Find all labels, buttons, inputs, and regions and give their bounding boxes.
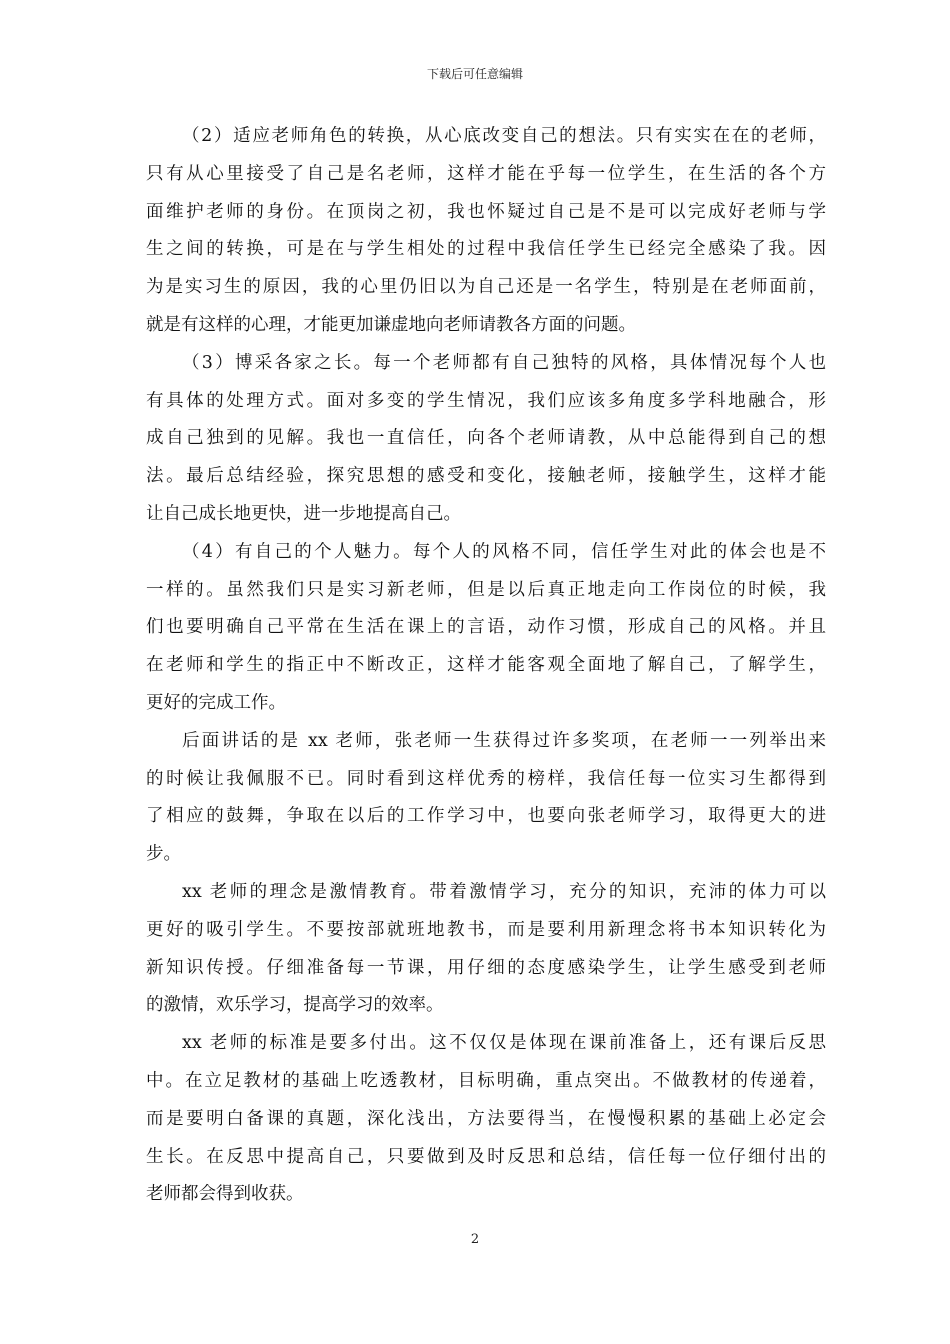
text-line: 后面讲话的是 xx 老师，张老师一生获得过许多奖项，在老师一一列举出来 <box>182 730 826 751</box>
text-line: 为是实习生的原因，我的心里仍旧以为自己还是一名学生，特别是在老师面前， <box>146 277 826 298</box>
text-line: 更好的吸引学生。不要按部就班地教书，而是要利用新理念将书本知识转化为 <box>146 919 826 940</box>
text-line: 们也要明确自己平常在生活在课上的言语，动作习惯，形成自己的风格。并且 <box>146 617 826 638</box>
text-line: 面维护老师的身份。在顶岗之初，我也怀疑过自己是不是可以完成好老师与学 <box>146 201 826 222</box>
text-line: 只有从心里接受了自己是名老师，这样才能在乎每一位学生，在生活的各个方 <box>146 163 826 184</box>
text-line: 步。 <box>146 844 181 865</box>
text-line: 生之间的转换，可是在与学生相处的过程中我信任学生已经完全感染了我。因 <box>146 239 826 260</box>
text-line: （3）博采各家之长。每一个老师都有自己独特的风格，具体情况每个人也 <box>182 352 826 373</box>
text-line: （2）适应老师角色的转换，从心底改变自己的想法。只有实实在在的老师， <box>182 126 826 146</box>
page-header: 下载后可任意编辑 <box>426 67 523 81</box>
paragraph-learn-from-others <box>146 345 826 534</box>
text-line: 中。在立足教材的基础上吃透教材，目标明确，重点突出。不做教材的传递着， <box>146 1070 826 1091</box>
text-line: 而是要明白备课的真题，深化浅出，方法要得当，在慢慢积累的基础上必定会 <box>146 1108 826 1129</box>
text-line: xx 老师的标准是要多付出。这不仅仅是体现在课前准备上，还有课后反思 <box>182 1033 826 1054</box>
text-line: 法。最后总结经验，探究思想的感受和变化，接触老师，接触学生，这样才能 <box>146 466 826 487</box>
text-line: 在老师和学生的指正中不断改正，这样才能客观全面地了解自己，了解学生， <box>146 655 826 676</box>
paragraph-passion-education <box>146 874 826 1025</box>
text-line: 让自己成长地更快，进一步地提高自己。 <box>146 503 461 524</box>
text-line: xx 老师的理念是激情教育。带着激情学习，充分的知识，充沛的体力可以 <box>182 881 826 902</box>
text-line: 更好的完成工作。 <box>146 692 286 713</box>
paragraph-more-effort <box>146 1025 826 1214</box>
paragraph-personal-charm <box>146 534 826 723</box>
text-line: 一样的。虽然我们只是实习新老师，但是以后真正地走向工作岗位的时候，我 <box>146 579 826 600</box>
page-number: 2 <box>470 1232 480 1247</box>
text-line: 的激情，欢乐学习，提高学习的效率。 <box>146 995 444 1016</box>
text-line: 成自己独到的见解。我也一直信任，向各个老师请教，从中总能得到自己的想 <box>146 428 826 449</box>
paragraph-award-teacher <box>146 723 826 874</box>
text-line: （4）有自己的个人魅力。每个人的风格不同，信任学生对此的体会也是不 <box>182 541 826 562</box>
document-body <box>146 118 826 1214</box>
text-line: 的时候让我佩服不已。同时看到这样优秀的榜样，我信任每一位实习生都得到 <box>146 768 826 789</box>
text-line: 有具体的处理方式。面对多变的学生情况，我们应该多角度多学科地融合，形 <box>146 390 826 411</box>
paragraph-role-transition <box>146 118 826 345</box>
text-line: 老师都会得到收获。 <box>146 1184 304 1205</box>
text-line: 新知识传授。仔细准备每一节课，用仔细的态度感染学生，让学生感受到老师 <box>146 957 826 978</box>
text-line: 生长。在反思中提高自己，只要做到及时反思和总结，信任每一位仔细付出的 <box>146 1146 826 1167</box>
text-line: 就是有这样的心理，才能更加谦虚地向老师请教各方面的问题。 <box>146 314 636 335</box>
text-line: 了相应的鼓舞，争取在以后的工作学习中，也要向张老师学习，取得更大的进 <box>146 806 826 827</box>
